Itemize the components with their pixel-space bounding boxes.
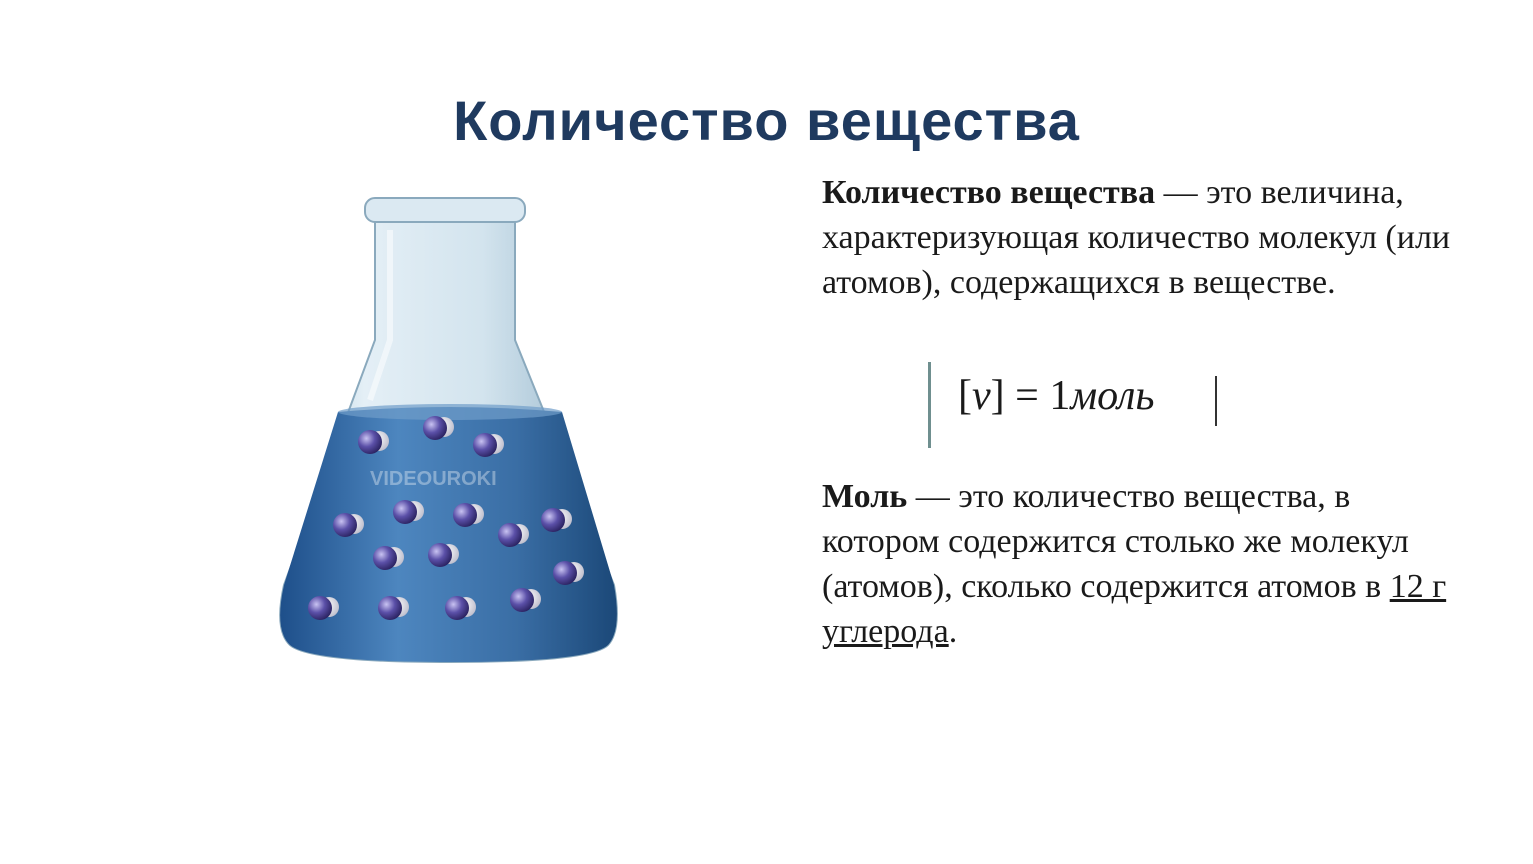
- flask-illustration: [270, 190, 630, 680]
- term-mole: Моль: [822, 478, 908, 515]
- page-title: Количество вещества: [453, 89, 1080, 152]
- definition-substance-text: — это величина, характеризующая количество молекул (или атомов), содержащихся в веществе.: [822, 174, 1451, 301]
- formula-symbol: ν: [972, 373, 991, 419]
- formula-right-bar: [1215, 376, 1217, 426]
- formula-open-bracket: [: [958, 373, 972, 419]
- formula-equals: =: [1004, 373, 1050, 419]
- formula-value: 1: [1049, 373, 1071, 419]
- definition-mole-text: — это количество вещества, в котором содержится столько же молекул (атомов), сколько содержится атомов в: [822, 478, 1409, 605]
- formula: [958, 372, 1155, 420]
- formula-close-bracket: ]: [990, 373, 1005, 419]
- watermark-text: VIDEOUROKI: [370, 468, 497, 490]
- carbon-12-link: 12 г углерода: [822, 568, 1447, 650]
- definition-mole-end: .: [948, 613, 958, 650]
- definition-substance: [822, 170, 1462, 305]
- term-substance: Количество вещества: [822, 174, 1156, 211]
- definition-mole: [822, 474, 1462, 654]
- formula-unit: моль: [1070, 373, 1155, 419]
- formula-left-bar: [928, 362, 931, 448]
